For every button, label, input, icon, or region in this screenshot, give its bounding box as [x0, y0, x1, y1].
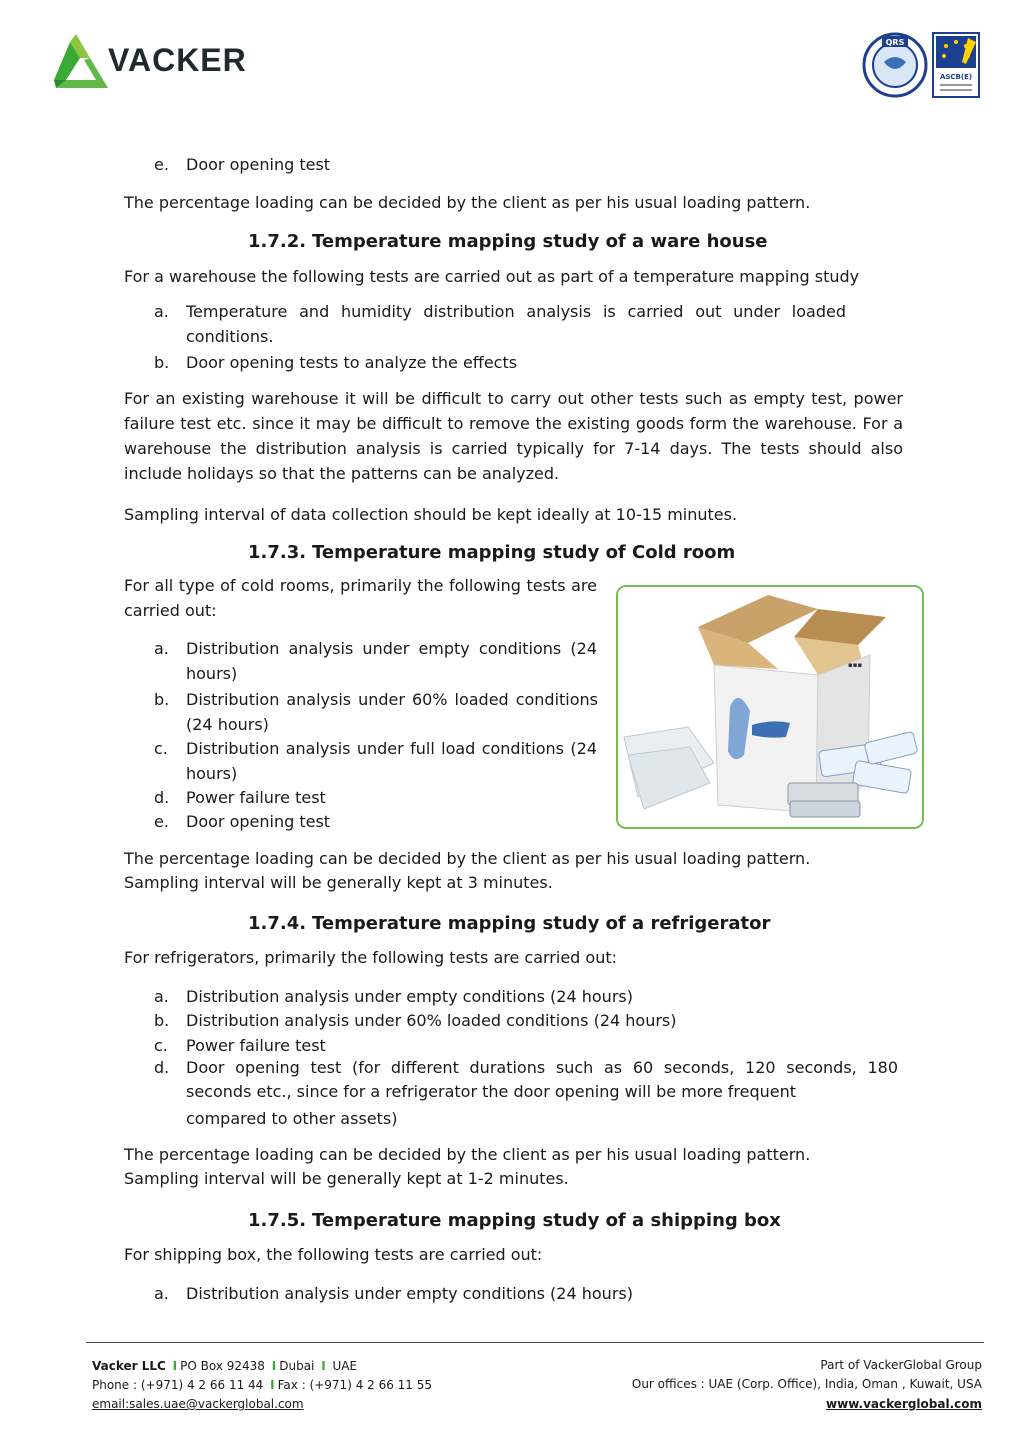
list-marker: c.: [154, 1036, 168, 1055]
list-marker: c.: [154, 739, 168, 758]
list-marker: e.: [154, 155, 169, 174]
paragraph: Sampling interval will be generally kept at 3 minutes.: [124, 873, 553, 892]
list-text: Door opening test (for different durations such as 60 seconds, 120 seconds, 180: [186, 1058, 898, 1077]
footer-website-link[interactable]: www.vackerglobal.com: [826, 1397, 982, 1411]
footer-offices: Our offices : UAE (Corp. Office), India, Oman , Kuwait, USA: [631, 1377, 982, 1391]
paragraph: Sampling interval of data collection should be kept ideally at 10-15 minutes.: [124, 505, 738, 524]
list-text: Power failure test: [186, 1036, 326, 1055]
certification-badges: [862, 32, 982, 102]
footer-separator: I: [321, 1359, 326, 1373]
footer-po-box: PO Box 92438: [180, 1359, 265, 1373]
list-text: Distribution analysis under empty conditions (24 hours): [186, 639, 597, 683]
footer-address-line: [92, 1357, 612, 1376]
qrs-iso-seal-icon: [862, 32, 928, 98]
footer-group: Part of VackerGlobal Group: [820, 1358, 982, 1372]
footer-phone: Phone : (+971) 4 2 66 11 44: [92, 1378, 264, 1392]
footer-divider: [86, 1342, 984, 1343]
vacker-emblem-icon: [50, 32, 112, 94]
section-title: Temperature mapping study of Cold room: [312, 542, 736, 563]
section-title: Temperature mapping study of a refrigerator: [312, 913, 771, 934]
qrs-label: QRS: [885, 38, 905, 47]
footer-separator: I: [172, 1359, 178, 1373]
list-text: Distribution analysis under full load conditions (24 hours): [186, 739, 597, 783]
brand-name: VACKER: [108, 42, 247, 78]
insulated-box-illustration-icon: [618, 587, 922, 827]
list-marker: d.: [154, 788, 170, 807]
section-heading-1-7-4: [248, 911, 770, 937]
list-marker: a.: [154, 302, 169, 321]
ascb-label: ASCB(E): [939, 73, 973, 81]
footer-contact-line: [92, 1376, 612, 1395]
footer-country: UAE: [332, 1359, 358, 1373]
section-title: Temperature mapping study of a shipping box: [312, 1210, 781, 1231]
section-number: 1.7.5.: [248, 1210, 307, 1231]
list-text: Distribution analysis under empty conditions (24 hours): [186, 1284, 633, 1303]
footer-city: Dubai: [279, 1359, 315, 1373]
list-text: Distribution analysis under empty conditions (24 hours): [186, 987, 633, 1006]
section-heading-1-7-3: [248, 540, 735, 566]
paragraph: For shipping box, the following tests are carried out:: [124, 1245, 543, 1264]
list-marker: a.: [154, 639, 169, 658]
list-item: [124, 299, 846, 349]
section-number: 1.7.2.: [248, 231, 307, 252]
list-marker: d.: [154, 1058, 170, 1077]
list-text: Distribution analysis under 60% loaded conditions (24 hours): [186, 1011, 677, 1030]
section-heading-1-7-5: [248, 1208, 781, 1234]
paragraph: The percentage loading can be decided by the client as per his usual loading pattern.: [124, 193, 811, 212]
ascb-badge-icon: [932, 32, 980, 98]
list-text: Distribution analysis under 60% loaded conditions (24 hours): [186, 690, 598, 734]
list-marker: b.: [154, 353, 170, 372]
list-text: Door opening test: [186, 812, 331, 831]
list-text-continued: seconds etc., since for a refrigerator the door opening will be more frequent: [186, 1082, 796, 1101]
paragraph: The percentage loading can be decided by the client as per his usual loading pattern.: [124, 849, 811, 868]
footer-company: Vacker LLC: [92, 1359, 166, 1373]
list-text: Temperature and humidity distribution analysis is carried out under loaded conditions.: [186, 302, 846, 346]
list-text: Door opening test: [186, 155, 331, 174]
svg-text:▪▪▪: ▪▪▪: [848, 661, 863, 669]
paragraph: The percentage loading can be decided by the client as per his usual loading pattern.: [124, 1145, 811, 1164]
footer-separator: I: [271, 1359, 277, 1373]
list-text-continued: compared to other assets): [186, 1109, 398, 1128]
paragraph: For a warehouse the following tests are carried out as part of a temperature mapping study: [124, 267, 860, 286]
paragraph: For an existing warehouse it will be difficult to carry out other tests such as empty test, power failure test etc. since it may be difficult to remove the existing goods form the warehouse. For a warehouse the distribution analysis is carried typically for 7-14 days. The tests should also include holidays so that the patterns can be analyzed.: [124, 389, 903, 483]
list-marker: b.: [154, 690, 170, 709]
list-text: Power failure test: [186, 788, 326, 807]
list-marker: a.: [154, 1284, 169, 1303]
paragraph: For refrigerators, primarily the following tests are carried out:: [124, 948, 618, 967]
list-marker: e.: [154, 812, 169, 831]
section-heading-1-7-2: [248, 229, 767, 255]
paragraph: For all type of cold rooms, primarily the following tests are carried out:: [124, 576, 597, 620]
footer-fax: Fax : (+971) 4 2 66 11 55: [277, 1378, 433, 1392]
list-marker: a.: [154, 987, 169, 1006]
paragraph: Sampling interval will be generally kept at 1-2 minutes.: [124, 1169, 569, 1188]
footer-email-link[interactable]: email:sales.uae@vackerglobal.com: [92, 1397, 304, 1411]
shipping-box-photo: [616, 585, 924, 829]
section-number: 1.7.4.: [248, 913, 307, 934]
vacker-logo: [50, 32, 260, 94]
section-number: 1.7.3.: [248, 542, 307, 563]
section-title: Temperature mapping study of a ware house: [312, 231, 768, 252]
list-text: Door opening tests to analyze the effects: [186, 353, 518, 372]
list-marker: b.: [154, 1011, 170, 1030]
footer-separator: I: [270, 1378, 275, 1392]
